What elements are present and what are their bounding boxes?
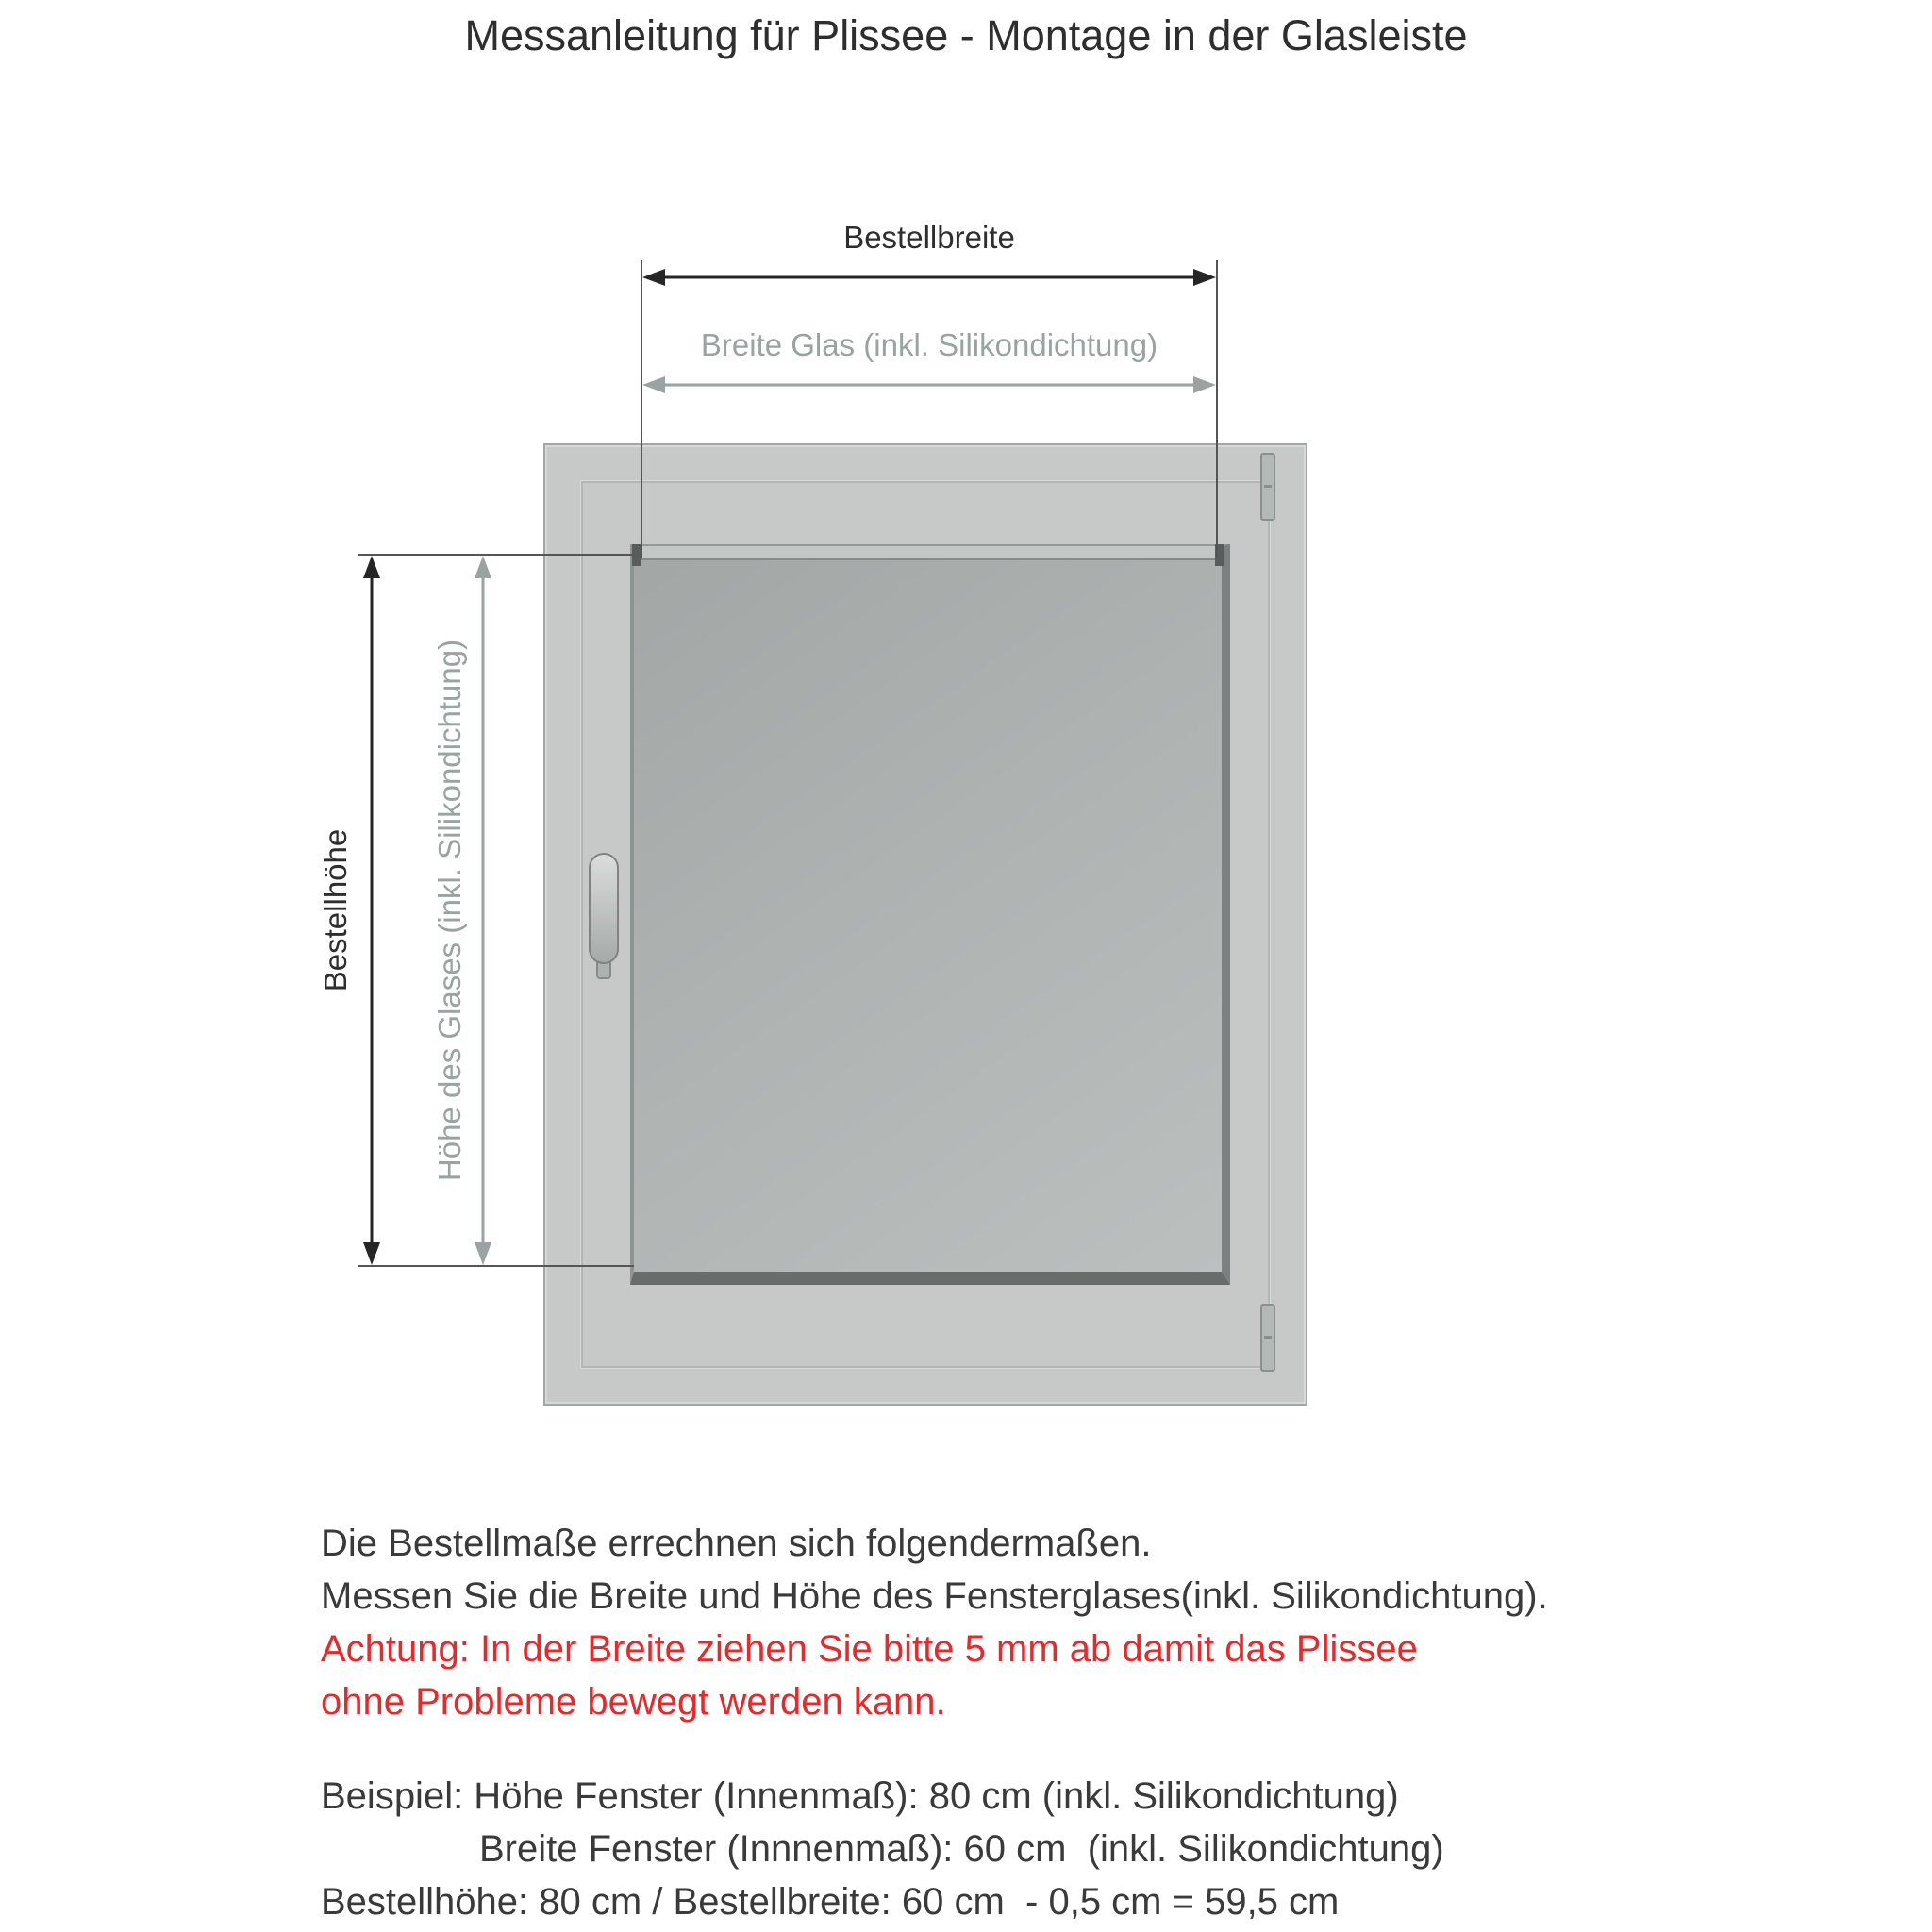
order-height-arrow — [363, 556, 380, 1265]
extension-lines — [358, 260, 1217, 1266]
example-line-3: Bestellhöhe: 80 cm / Bestellbreite: 60 cm - 0,5 cm = 59,5 cm — [321, 1881, 1340, 1923]
order-height-label: Bestellhöhe — [318, 828, 353, 992]
glass-height-arrow — [475, 556, 491, 1265]
instruction-text-block — [321, 1517, 1548, 1928]
warning-line-1: Achtung: In der Breite ziehen Sie bitte 5 mm ab damit das Plissee — [321, 1628, 1418, 1670]
warning-line-2: ohne Probleme bewegt werden kann. — [321, 1681, 946, 1723]
order-width-label: Bestellbreite — [843, 220, 1015, 255]
glass-width-arrow — [642, 376, 1216, 393]
glass-width-label: Breite Glas (inkl. Silikondichtung) — [700, 327, 1158, 362]
example-line-1: Beispiel: Höhe Fenster (Innenmaß): 80 cm (inkl. Silikondichtung) — [321, 1775, 1399, 1817]
glass-height-label: Höhe des Glases (inkl. Silikondichtung) — [432, 639, 467, 1182]
order-width-arrow — [642, 269, 1216, 286]
example-line-2: Breite Fenster (Innnenmaß): 60 cm (inkl. Silikondichtung) — [479, 1828, 1444, 1870]
instruction-line-1: Die Bestellmaße errechnen sich folgendermaßen. — [321, 1523, 1152, 1564]
text-spacer — [321, 1728, 1548, 1770]
page-title: Messanleitung für Plissee - Montage in der Glasleiste — [464, 11, 1468, 59]
instruction-line-2: Messen Sie die Breite und Höhe des Fensterglases(inkl. Silikondichtung). — [321, 1575, 1548, 1617]
